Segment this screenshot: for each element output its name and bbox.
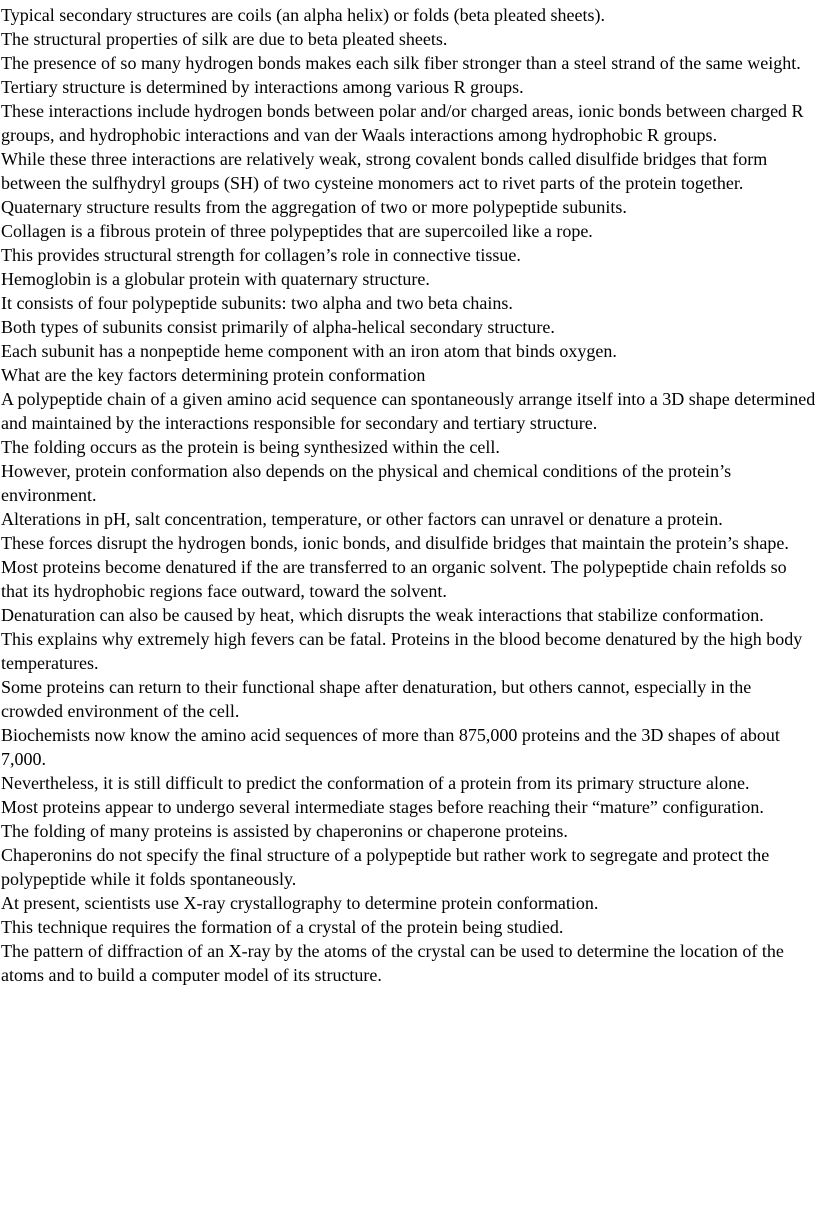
paragraph-crystal-formation: This technique requires the formation of a crystal of the protein being studied.	[1, 917, 564, 937]
paragraph-known-sequences: Biochemists now know the amino acid sequences of more than 875,000 proteins and the 3D shapes of about 7,000.	[1, 725, 780, 769]
paragraph-disulfide-bridges: While these three interactions are relatively weak, strong covalent bonds called disulfide bridges that form between the sulfhydryl groups (SH) of two cysteine monomers act to rivet parts of the protein together.	[1, 149, 768, 193]
paragraph-intermediate-stages: Most proteins appear to undergo several intermediate stages before reaching their “mature” configuration.	[1, 797, 764, 817]
paragraph-organic-solvent: Most proteins become denatured if the are transferred to an organic solvent. The polypeptide chain refolds so that its hydrophobic regions face outward, toward the solvent.	[1, 557, 787, 601]
paragraph-quaternary-structure: Quaternary structure results from the aggregation of two or more polypeptide subunits.	[1, 197, 627, 217]
paragraph-chaperonins: The folding of many proteins is assisted by chaperonins or chaperone proteins.	[1, 821, 568, 841]
paragraph-silk-properties: The structural properties of silk are due to beta pleated sheets.	[1, 29, 448, 49]
paragraph-fevers: This explains why extremely high fevers can be fatal. Proteins in the blood become denatured by the high body temperatures.	[1, 629, 803, 673]
paragraph-heme-component: Each subunit has a nonpeptide heme component with an iron atom that binds oxygen.	[1, 341, 617, 361]
paragraph-xray-crystallography: At present, scientists use X-ray crystallography to determine protein conformation.	[1, 893, 599, 913]
paragraph-heat-denaturation: Denaturation can also be caused by heat, which disrupts the weak interactions that stabilize conformation.	[1, 605, 764, 625]
paragraph-folding-synthesis: The folding occurs as the protein is being synthesized within the cell.	[1, 437, 500, 457]
paragraph-r-group-interactions: These interactions include hydrogen bonds between polar and/or charged areas, ionic bonds between charged R groups, and hydrophobic interactions and van der Waals interactions among hydrophobic R groups.	[1, 101, 804, 145]
paragraph-diffraction-pattern: The pattern of diffraction of an X-ray by the atoms of the crystal can be used to determine the location of the atoms and to build a computer model of its structure.	[1, 941, 784, 985]
paragraph-chaperonin-function: Chaperonins do not specify the final structure of a polypeptide but rather work to segregate and protect the polypeptide while it folds spontaneously.	[1, 845, 770, 889]
paragraph-hemoglobin: Hemoglobin is a globular protein with quaternary structure.	[1, 269, 430, 289]
paragraph-secondary-structures: Typical secondary structures are coils (an alpha helix) or folds (beta pleated sheets).	[1, 5, 606, 25]
paragraph-key-factors-heading: What are the key factors determining protein conformation	[1, 365, 426, 385]
paragraph-spontaneous-folding: A polypeptide chain of a given amino acid sequence can spontaneously arrange itself into a 3D shape determined and maintained by the interactions responsible for secondary and tertiary structure.	[1, 389, 816, 433]
paragraph-renaturation: Some proteins can return to their functional shape after denaturation, but others cannot, especially in the crowded environment of the cell.	[1, 677, 752, 721]
paragraph-denature-factors: Alterations in pH, salt concentration, temperature, or other factors can unravel or denature a protein.	[1, 509, 723, 529]
paragraph-hydrogen-bonds-silk: The presence of so many hydrogen bonds makes each silk fiber stronger than a steel strand of the same weight.	[1, 53, 801, 73]
paragraph-prediction-difficulty: Nevertheless, it is still difficult to predict the conformation of a protein from its primary structure alone.	[1, 773, 750, 793]
paragraph-collagen-role: This provides structural strength for collagen’s role in connective tissue.	[1, 245, 521, 265]
paragraph-environment-conditions: However, protein conformation also depends on the physical and chemical conditions of the protein’s environment.	[1, 461, 732, 505]
paragraph-disrupt-bonds: These forces disrupt the hydrogen bonds, ionic bonds, and disulfide bridges that maintain the protein’s shape.	[1, 533, 789, 553]
paragraph-subunit-types: Both types of subunits consist primarily of alpha-helical secondary structure.	[1, 317, 555, 337]
paragraph-collagen: Collagen is a fibrous protein of three polypeptides that are supercoiled like a rope.	[1, 221, 593, 241]
paragraph-hemoglobin-subunits: It consists of four polypeptide subunits: two alpha and two beta chains.	[1, 293, 513, 313]
paragraph-tertiary-structure: Tertiary structure is determined by interactions among various R groups.	[1, 77, 524, 97]
